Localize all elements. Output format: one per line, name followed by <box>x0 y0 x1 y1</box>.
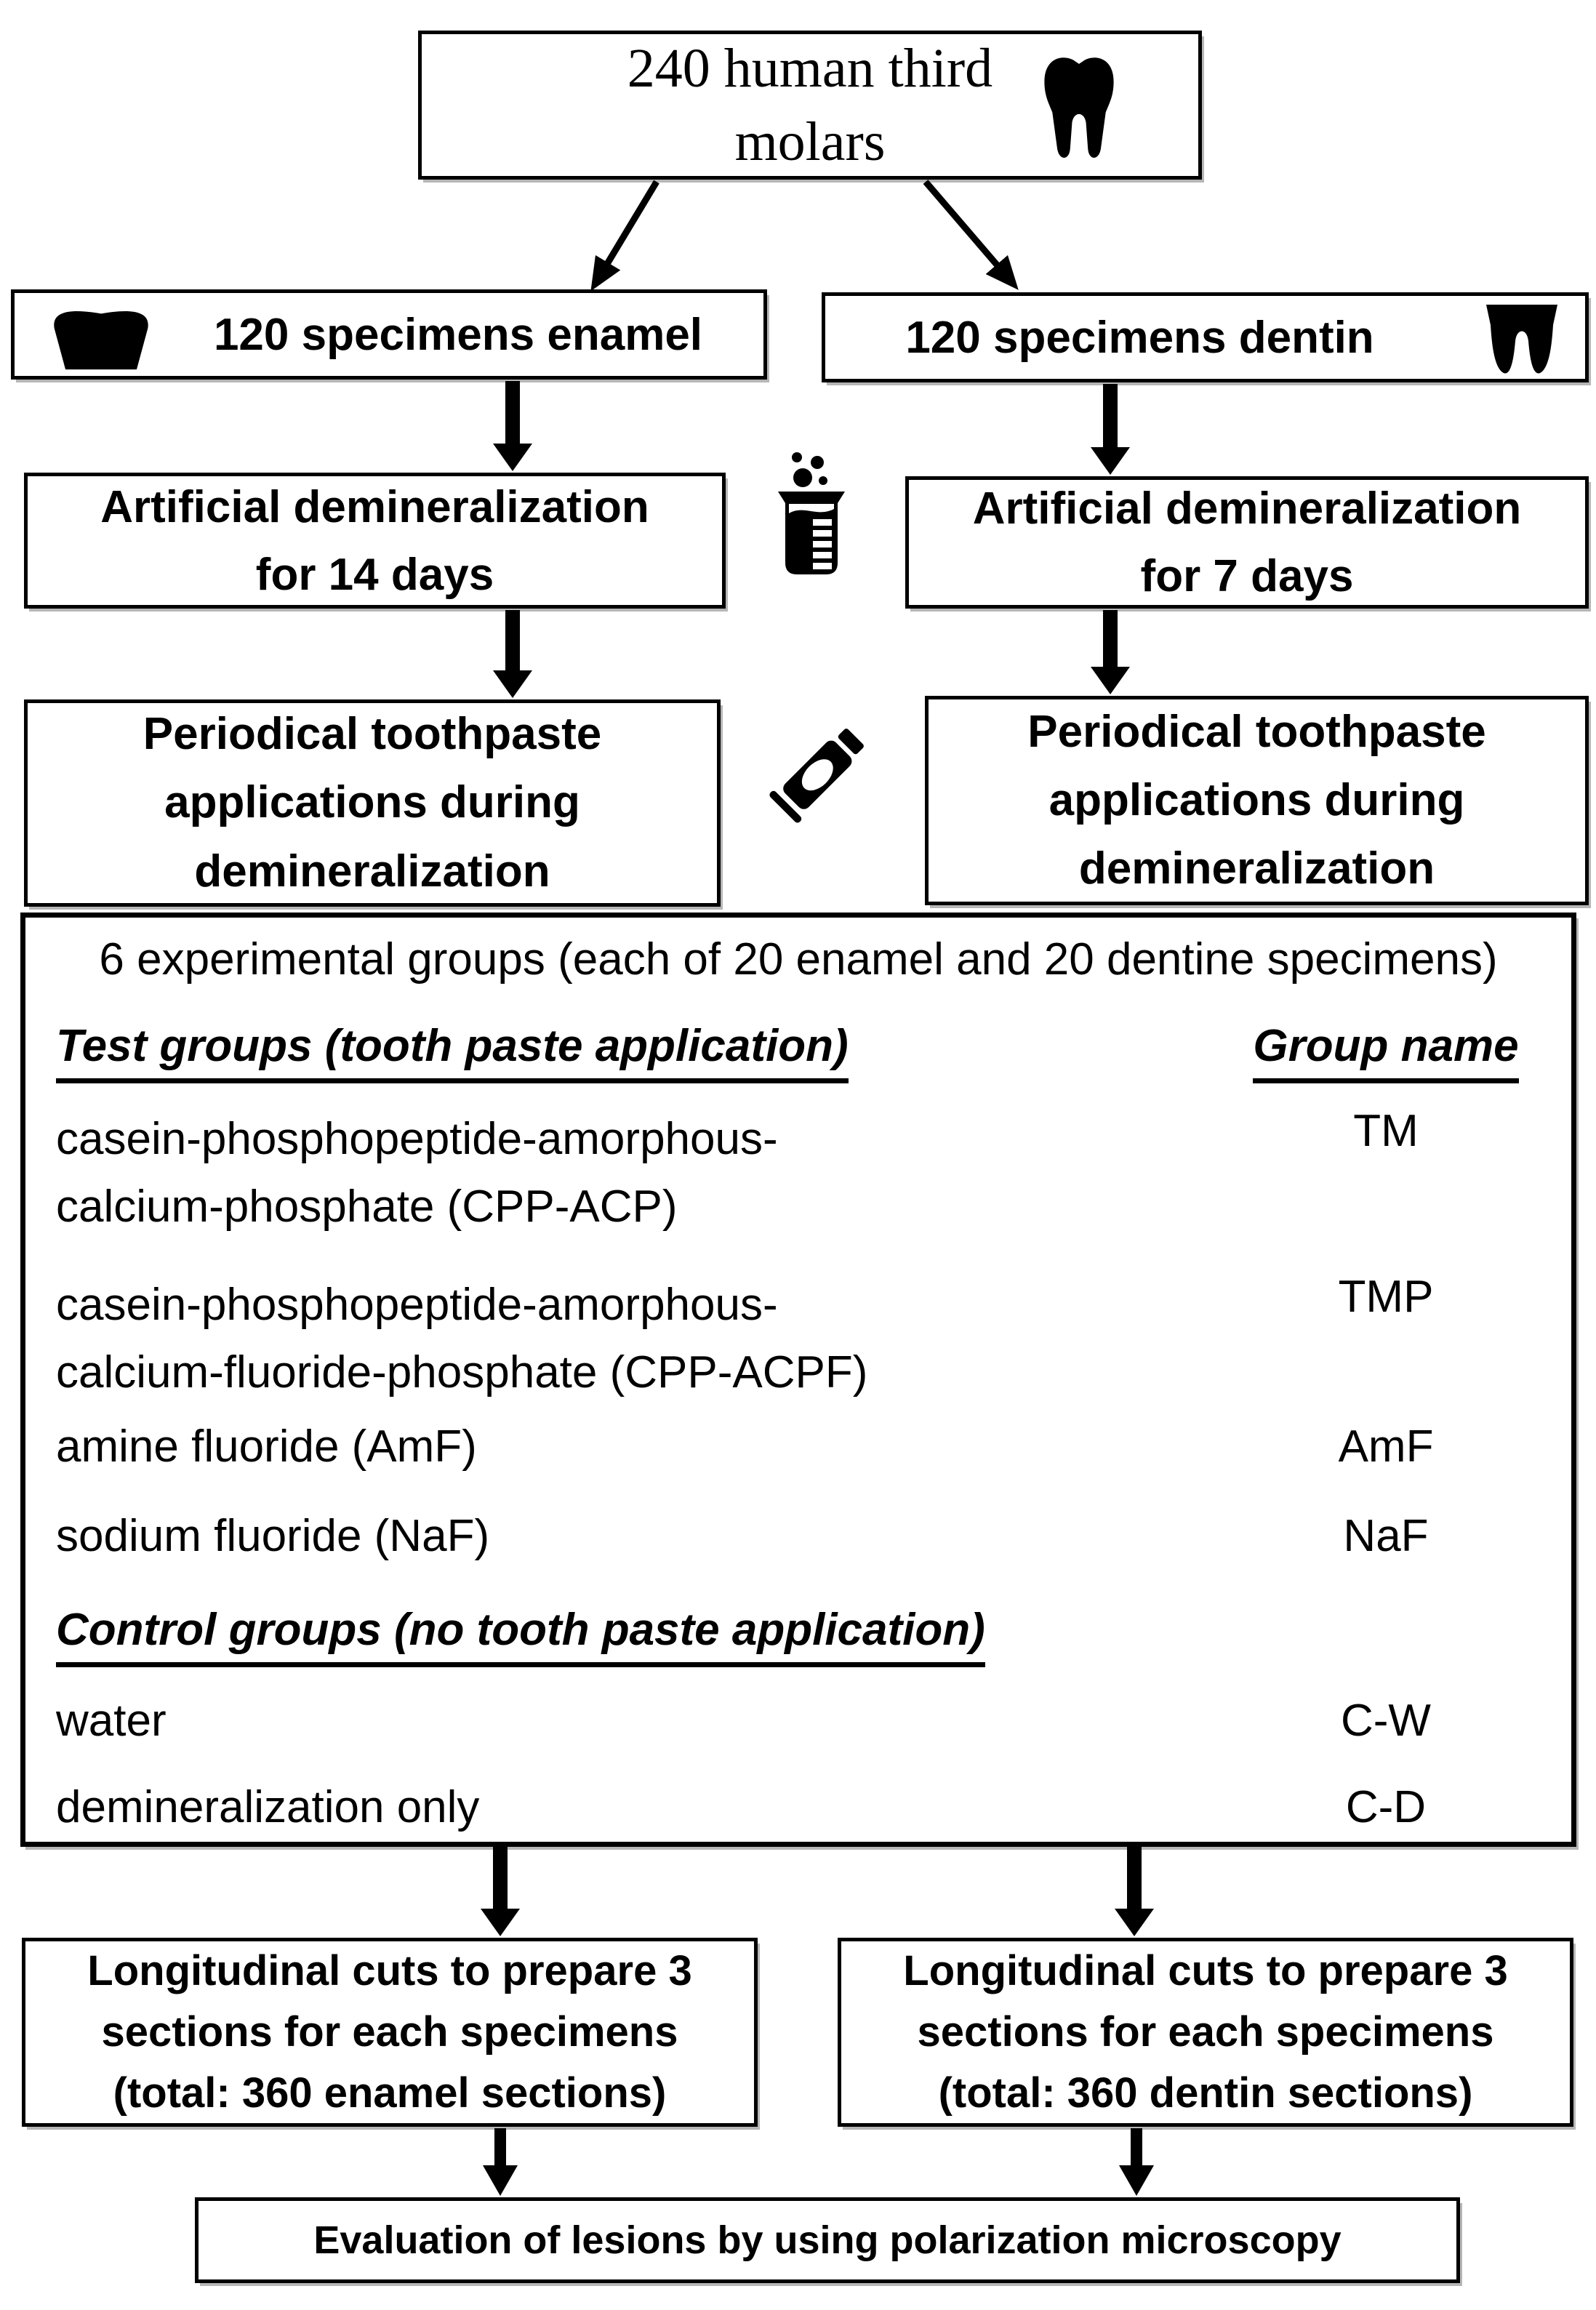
evaluation-label: Evaluation of lesions by using polarization microscopy <box>313 2218 1342 2262</box>
toothpaste-tube-icon <box>750 704 889 842</box>
molars-line: 240 human third <box>627 38 993 100</box>
control-groups-header: Control groups (no tooth paste application) <box>56 1604 985 1667</box>
arrow-cuts-to-evaluation-left <box>483 2128 518 2196</box>
arrow-molars-to-enamel <box>605 182 657 268</box>
group-name: TMP <box>1338 1272 1434 1322</box>
cuts-line: Longitudinal cuts to prepare 3 <box>87 1946 692 1994</box>
group-label-line: demineralization only <box>56 1782 480 1832</box>
paste-line: demineralization <box>194 846 550 897</box>
demineralization-beaker-icon <box>762 448 861 586</box>
paste-line: applications during <box>1048 774 1465 825</box>
evaluation-box <box>195 2197 1460 2283</box>
demin-7d-line: for 7 days <box>1140 551 1354 601</box>
arrow-groups-to-cuts-right <box>1115 1847 1154 1936</box>
group-label-line: calcium-phosphate (CPP-ACP) <box>56 1182 678 1232</box>
dentin-specimens-label: 120 specimens dentin <box>905 312 1374 363</box>
toothpaste-applications-enamel-box <box>24 699 721 907</box>
paste-line: applications during <box>164 777 580 828</box>
cuts-line: (total: 360 enamel sections) <box>113 2069 667 2117</box>
group-label-line: water <box>56 1696 167 1746</box>
arrow-dentin-to-demin <box>1091 384 1130 475</box>
cuts-line: (total: 360 dentin sections) <box>938 2069 1473 2117</box>
groups-header-row <box>56 1020 1541 1083</box>
group-name: NaF <box>1343 1511 1429 1561</box>
molar-tooth-icon <box>1030 49 1128 165</box>
enamel-specimens-box <box>11 289 767 380</box>
group-label-line: casein-phosphopeptide-amorphous- <box>56 1280 778 1330</box>
demineralization-14d-box <box>24 473 726 609</box>
demin-14d-line: Artificial demineralization <box>100 481 649 532</box>
cuts-line: Longitudinal cuts to prepare 3 <box>903 1946 1508 1994</box>
experimental-groups-box <box>20 913 1576 1847</box>
toothpaste-applications-dentin-box <box>925 696 1589 905</box>
group-label-line: calcium-fluoride-phosphate (CPP-ACPF) <box>56 1347 868 1397</box>
molars-box <box>418 31 1202 180</box>
paste-line: Periodical toothpaste <box>143 709 602 760</box>
enamel-specimens-label: 120 specimens enamel <box>213 309 703 360</box>
groups-title: 6 experimental groups (each of 20 enamel and 20 dentine specimens) <box>99 934 1498 984</box>
demin-7d-line: Artificial demineralization <box>972 484 1522 534</box>
group-row-water <box>56 1695 1541 1746</box>
molars-line: molars <box>734 111 886 172</box>
group-name: TM <box>1353 1106 1419 1156</box>
arrow-enamel-to-demin <box>493 381 532 471</box>
arrow-groups-to-cuts-left <box>481 1847 520 1936</box>
group-label-line: sodium fluoride (NaF) <box>56 1511 490 1561</box>
group-name-header: Group name <box>1253 1020 1518 1083</box>
group-label-line: amine fluoride (AmF) <box>56 1421 477 1472</box>
cuts-line: sections for each specimens <box>101 2008 678 2056</box>
arrow-demin-to-paste-right <box>1091 610 1130 694</box>
paste-line: Periodical toothpaste <box>1027 706 1486 757</box>
group-row-cpp-acp <box>56 1105 1541 1240</box>
group-name: AmF <box>1338 1421 1434 1472</box>
control-groups-header-row <box>56 1604 1541 1667</box>
longitudinal-cuts-dentin-box <box>838 1938 1573 2127</box>
group-row-amf <box>56 1421 1541 1472</box>
group-row-naf <box>56 1510 1541 1562</box>
group-label-line: casein-phosphopeptide-amorphous- <box>56 1114 778 1164</box>
paste-line: demineralization <box>1078 843 1435 894</box>
group-name: C-D <box>1345 1782 1427 1832</box>
cuts-line: sections for each specimens <box>917 2008 1494 2056</box>
dentin-roots-icon <box>1479 303 1565 376</box>
dentin-specimens-box <box>822 292 1589 382</box>
enamel-crown-icon <box>47 302 156 372</box>
arrow-molars-to-dentin <box>926 182 1000 269</box>
demineralization-7d-box <box>905 476 1589 609</box>
test-groups-header: Test groups (tooth paste application) <box>56 1020 849 1083</box>
longitudinal-cuts-enamel-box <box>22 1938 758 2127</box>
group-row-cpp-acpf <box>56 1271 1541 1406</box>
demin-14d-line: for 14 days <box>255 549 494 600</box>
arrow-cuts-to-evaluation-right <box>1119 2128 1154 2196</box>
arrow-demin-to-paste-left <box>493 610 532 698</box>
group-row-demineralization-only <box>56 1781 1541 1833</box>
group-name: C-W <box>1341 1696 1431 1746</box>
